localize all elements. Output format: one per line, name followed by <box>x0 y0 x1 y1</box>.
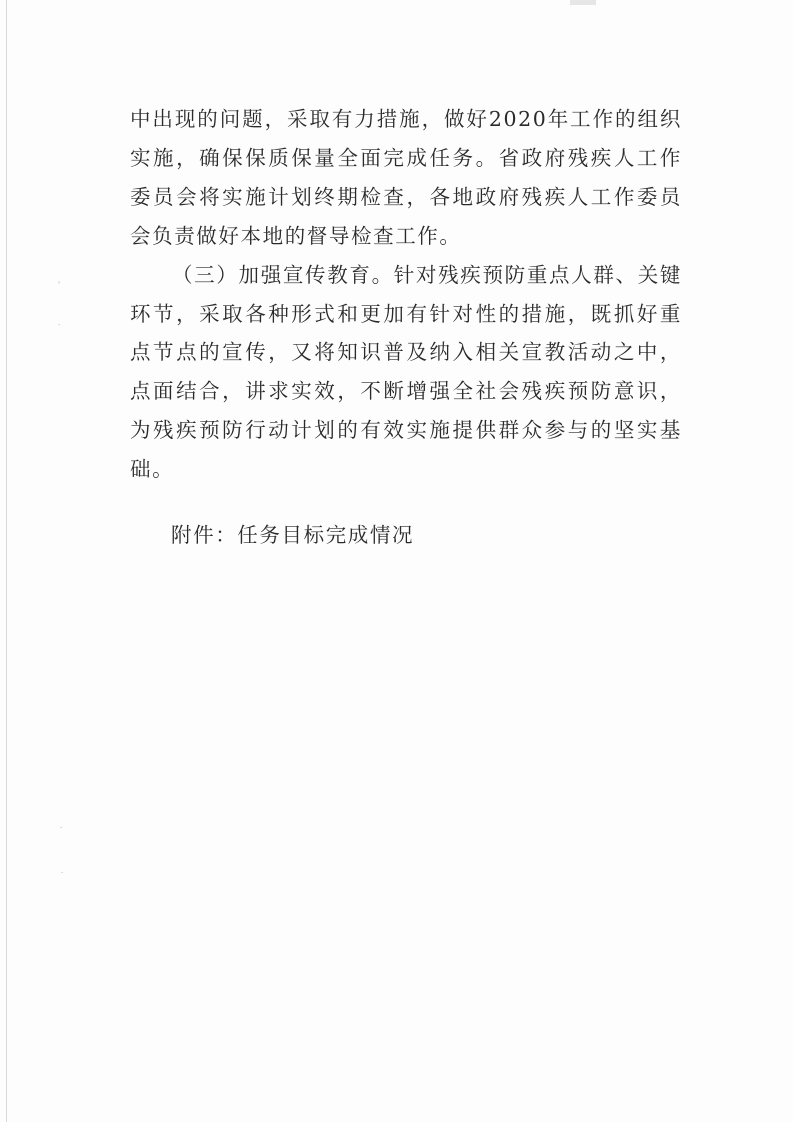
paragraph-spacer <box>130 489 682 516</box>
attachment-line: 附件：任务目标完成情况 <box>171 523 415 548</box>
scan-speck: · <box>58 321 61 329</box>
document-body <box>130 100 682 555</box>
paragraph-continued: 中出现的问题，采取有力措施，做好2020年工作的组织实施，确保保质保量全面完成任务。省政府残疾人工作委员会将实施计划终期检查，各地政府残疾人工作委员会负责做好本地的督导检查工作。 <box>130 107 682 248</box>
scan-speck: · <box>61 869 64 877</box>
scan-edge-line <box>6 0 7 1122</box>
section-three-paragraph: （三）加强宣传教育。针对残疾预防重点人群、关键环节，采取各种形式和更加有针对性的措施，既抓好重点节点的宣传，又将知识普及纳入相关宣教活动之中，点面结合，讲求实效，不断增强全社会残疾预防意识，为残疾预防行动计划的有效实施提供群众参与的坚实基础。 <box>130 262 682 482</box>
scan-speck: · <box>60 824 63 832</box>
scan-speck: ◦ <box>57 279 62 287</box>
scan-top-mark <box>570 0 596 5</box>
